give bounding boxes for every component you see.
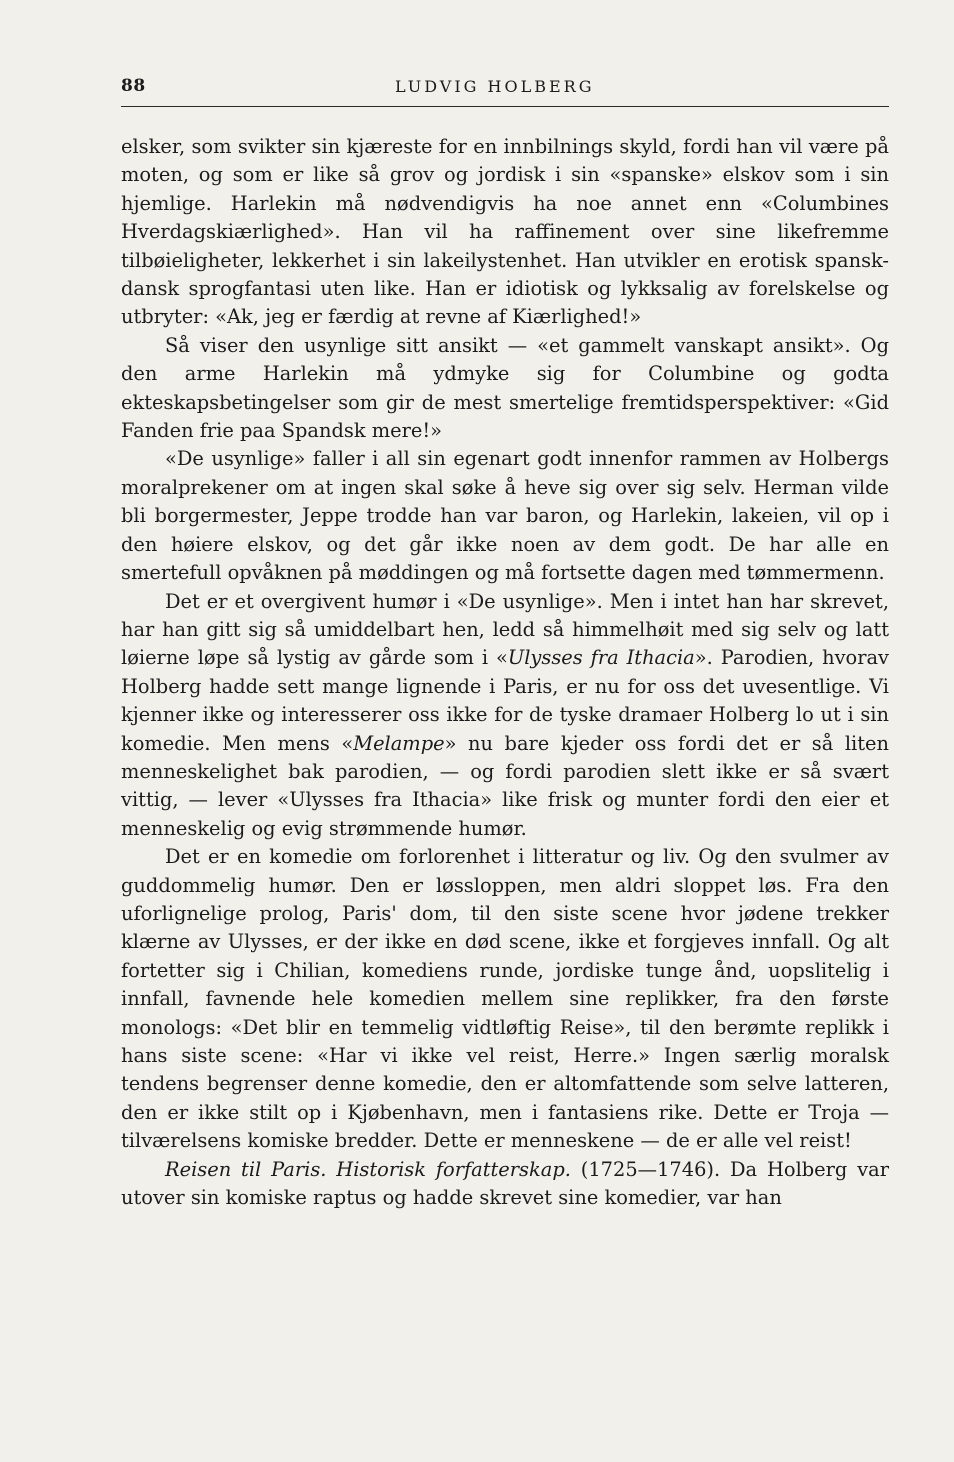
paragraph (121, 843, 889, 1155)
page-header (121, 76, 889, 107)
text-run: (1725—1746). Da Holberg var utover sin komiske raptus og hadde skrevet sine komedier, var han (121, 1157, 889, 1210)
text-run: elsker, som svikter sin kjæreste for en innbilnings skyld, fordi han vil være på moten, og som er like så grov og jordisk i sin «spanske» elskov som i sin hjemlige. Harlekin må nødvendigvis ha noe annet enn «Columbines Hverdagskiærlighed». Han vil ha raffinement over sine likefremme tilbøieligheter, lekkerhet i sin lakeilystenhet. Han utvikler en erotisk spansk-dansk sprogfantasi uten like. Han er idiotisk og lykksalig av forelskelse og utbryter: «Ak, jeg er færdig at revne af Kiærlighed!» (121, 135, 889, 329)
body-text (121, 133, 889, 1212)
text-run: » nu bare kjeder oss fordi det er så liten menneskelighet bak parodien, — og fordi parodien slett ikke er så svært vittig, — lever «Ulysses fra Ithacia» like frisk og munter fordi den eier et menneskelig og evig strømmende humør. (121, 731, 890, 840)
italic-text: Reisen til Paris. Historisk forfatterskap. (165, 1157, 571, 1181)
paragraph (121, 445, 889, 587)
italic-text: Ulysses fra Ithacia (507, 646, 695, 670)
text-run: Det er en komedie om forlorenhet i litteratur og liv. Og den svulmer av guddommelig humør. Den er løssloppen, men aldri sloppet løs. Fra den uforlignelige prolog, Paris' dom, til den siste scene hvor jødene trekker klærne av Ulysses, er der ikke en død scene, ikke et forgjeves innfall. Og alt fortetter sig i Chilian, komediens runde, jordiske tunge ånd, uopslitelig i innfall, favnende hele komedien mellem sine replikker, fra den første monologs: «Det blir en temmelig vidtløftig Reise», til den berømte replikk i hans siste scene: «Har vi ikke vel reist, Herre.» Ingen særlig moralsk tendens begrenser denne komedie, den er altomfattende som selve latteren, den er ikke stilt op i Kjøbenhavn, men i fantasiens rike. Dette er Troja — tilværelsens komiske bredder. Dette er menneskene — de er alle vel reist! (121, 845, 889, 1153)
paragraph (121, 588, 889, 844)
paragraph (121, 133, 889, 332)
text-run: Det er et overgivent humør i «De usynlige». Men i intet han har skrevet, har han gitt sig så umiddelbart hen, ledd så himmelhøit med sig selv og latt løierne løpe så lystig av gårde som i « (121, 589, 889, 670)
paragraph (121, 1156, 889, 1213)
page-number: 88 (121, 76, 146, 96)
running-title: LUDVIG HOLBERG (395, 77, 595, 96)
italic-text: Melampe (353, 731, 445, 755)
text-run: Så viser den usynlige sitt ansikt — «et gammelt vanskapt ansikt». Og den arme Harlekin må ydmyke sig for Columbine og godta ekteskapsbetingelser som gir de mest smertelige fremtidsperspektiver: «Gid Fanden frie paa Spandsk mere!» (121, 333, 889, 443)
text-run: «De usynlige» faller i all sin egenart godt innenfor rammen av Holbergs moralprekener om at ingen skal søke å heve sig over sig selv. Herman vilde bli borgermester, Jeppe trodde han var baron, og Harlekin, lakeien, vil op i den høiere elskov, og det går ikke noen av dem godt. De har alle en smertefull opvåknen på møddingen og må fortsette dagen med tømmermenn. (121, 447, 889, 585)
text-run: ». Parodien, hvorav Holberg hadde sett mange lignende i Paris, er nu for oss det uvesentlige. Vi kjenner ikke og interesserer oss ikke for de tyske dramaer Holberg lo ut i sin komedie. Men mens « (121, 646, 889, 755)
paragraph (121, 332, 889, 446)
